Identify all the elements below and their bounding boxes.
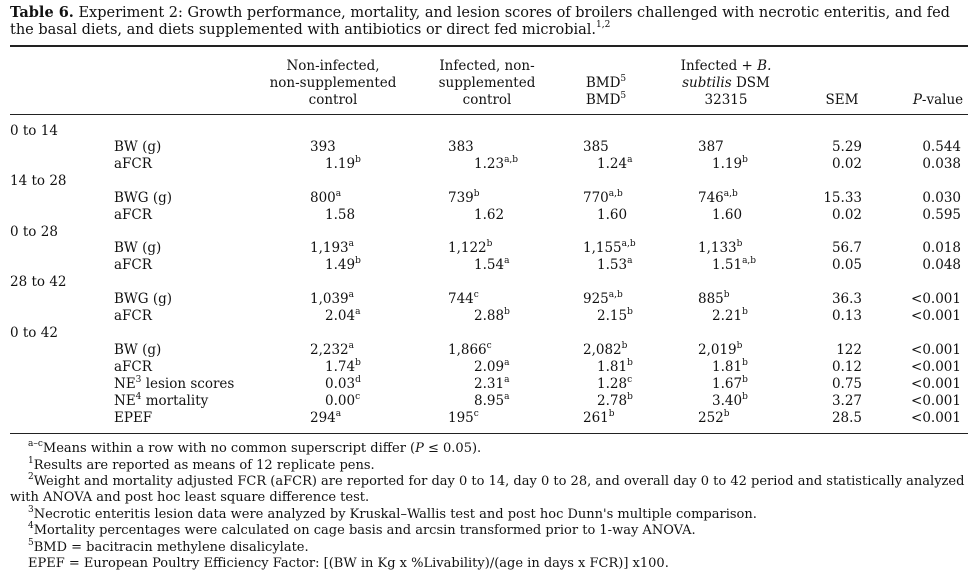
sem-cell: 3.27 — [831, 393, 862, 409]
table-cell: 1.54$^a$ — [474, 255, 510, 273]
p-value-cell: <0.001 — [911, 376, 961, 392]
footnote: $^5$BMD = bacitracin methylene disalicylate. — [28, 537, 309, 555]
table-cell: 387 — [698, 139, 724, 155]
period-label: 0 to 28 — [10, 224, 58, 240]
footnote: $^{a-c}$Means within a row with no common superscript differ (P ≤ 0.05). — [28, 438, 482, 456]
p-value-cell: <0.001 — [911, 359, 961, 375]
row-label: EPEF — [114, 410, 153, 426]
sem-cell: 0.05 — [831, 257, 862, 273]
table-cell: 746$^{a,b}$ — [698, 188, 738, 206]
row-label: aFCR — [114, 308, 152, 324]
table-cell: 252$^b$ — [698, 408, 730, 426]
row-label: $NE^4$ mortality — [114, 391, 209, 409]
caption-footnote-ref: 1,2 — [596, 20, 611, 31]
table-cell: 1.74$^b$ — [325, 357, 361, 375]
p-value-cell: 0.048 — [922, 257, 961, 273]
table-cell: 1.23$^{a,b}$ — [474, 154, 519, 172]
row-label: $NE^3$ lesion scores — [114, 374, 235, 392]
table-cell: 1,155$^{a,b}$ — [583, 238, 636, 256]
table-cell: 1,122$^b$ — [448, 238, 493, 256]
table-cell: 925$^{a,b}$ — [583, 289, 623, 307]
row-label: aFCR — [114, 359, 152, 375]
table-cell: 2.09$^a$ — [474, 357, 510, 375]
table-cell: 2.15$^b$ — [597, 306, 633, 324]
table-cell: 1.28$^c$ — [597, 374, 633, 392]
column-header-line: control — [462, 92, 512, 108]
table-cell: 1.60 — [712, 207, 743, 223]
sem-cell: 56.7 — [831, 240, 862, 256]
table-cell: 800$^a$ — [310, 188, 342, 206]
p-value-cell: <0.001 — [911, 308, 961, 324]
table-cell: 2,019$^b$ — [698, 340, 743, 358]
sem-cell: 0.12 — [831, 359, 862, 375]
column-header-line: non-supplemented — [269, 75, 397, 91]
footnote: $^1$Results are reported as means of 12 replicate pens. — [28, 455, 375, 473]
table-cell: 1.60 — [597, 207, 628, 223]
table-cell: 385 — [583, 139, 609, 155]
footnote: EPEF = European Poultry Efficiency Factor: [(BW in Kg x %Livability)/(age in days x FCR)] x100. — [28, 556, 669, 571]
p-value-cell: 0.030 — [922, 190, 961, 206]
table-cell: 2.21$^b$ — [712, 306, 748, 324]
row-label: aFCR — [114, 207, 152, 223]
table-cell: 0.03$^d$ — [325, 374, 361, 392]
sem-cell: 0.13 — [831, 308, 862, 324]
column-header-line: control — [308, 92, 358, 108]
sem-cell: 15.33 — [823, 190, 862, 206]
table-cell: 2.88$^b$ — [474, 306, 510, 324]
column-header-line: SEM — [825, 92, 859, 108]
table-cell: 770$^{a,b}$ — [583, 188, 623, 206]
column-header-line: BMD$^5$ — [585, 90, 627, 108]
table-cell: 3.40$^b$ — [712, 391, 748, 409]
p-value-cell: <0.001 — [911, 393, 961, 409]
row-label: BWG (g) — [114, 291, 173, 307]
table-cell: 1,039$^a$ — [310, 289, 355, 307]
column-header-line: Infected + B. — [680, 58, 772, 74]
column-header-line: BMD$^5$ — [585, 73, 627, 91]
footnote: $^2$Weight and mortality adjusted FCR (aFCR) are reported for day 0 to 14, day 0 to 28, and overall day 0 to 42 period and statistically analyzed with ANOVA and post hoc least square difference test. — [10, 471, 965, 505]
table-cell: 1.19$^b$ — [712, 154, 748, 172]
column-header-line: 32315 — [704, 92, 748, 108]
header-rule — [10, 114, 968, 115]
column-header-line: supplemented — [438, 75, 536, 91]
table-cell: 1.81$^b$ — [712, 357, 748, 375]
p-value-cell: 0.544 — [922, 139, 961, 155]
table-cell: 393 — [310, 139, 336, 155]
footnote: $^4$Mortality percentages were calculated on cage basis and arcsin transformed prior to 1-way ANOVA. — [28, 520, 696, 538]
column-header-line: Infected, non- — [439, 58, 535, 74]
sem-cell: 28.5 — [831, 410, 862, 426]
column-header-line: subtilis DSM — [682, 75, 770, 91]
period-label: 0 to 42 — [10, 325, 58, 341]
table-cell: 1.24$^a$ — [597, 154, 633, 172]
table-cell: 261$^b$ — [583, 408, 615, 426]
period-label: 14 to 28 — [10, 173, 67, 189]
table-cell: 744$^c$ — [448, 289, 479, 307]
p-value-cell: <0.001 — [911, 342, 961, 358]
row-label: BW (g) — [114, 139, 162, 155]
table-cell: 294$^a$ — [310, 408, 342, 426]
table-title: Experiment 2: Growth performance, mortality, and lesion scores of broilers challenged with necrotic enteritis, and fed the basal diets, and diets supplemented with antibiotics or direct fed microbial. — [10, 5, 950, 38]
period-label: 0 to 14 — [10, 123, 58, 139]
table-cell: 0.00$^c$ — [325, 391, 361, 409]
p-value-cell: <0.001 — [911, 410, 961, 426]
table-cell: 2.31$^a$ — [474, 374, 510, 392]
table-cell: 1.67$^b$ — [712, 374, 748, 392]
sem-cell: 122 — [836, 342, 862, 358]
table-label: Table 6. — [10, 4, 74, 21]
table-cell: 1.19$^b$ — [325, 154, 361, 172]
table-cell: 8.95$^a$ — [474, 391, 510, 409]
sem-cell: 36.3 — [831, 291, 862, 307]
sem-cell: 0.75 — [831, 376, 862, 392]
table-cell: 1,193$^a$ — [310, 238, 355, 256]
sem-cell: 5.29 — [831, 139, 862, 155]
p-value-cell: 0.595 — [922, 207, 961, 223]
table-cell: 1,866$^c$ — [448, 340, 492, 358]
table-cell: 885$^b$ — [698, 289, 730, 307]
sem-cell: 0.02 — [831, 156, 862, 172]
row-label: BW (g) — [114, 240, 162, 256]
p-value-cell: 0.018 — [922, 240, 961, 256]
row-label: aFCR — [114, 257, 152, 273]
footnote: $^3$Necrotic enteritis lesion data were analyzed by Kruskal–Wallis test and post hoc Dunn's multiple comparison. — [28, 504, 757, 522]
top-rule — [10, 45, 968, 47]
table-cell: 739$^b$ — [448, 188, 480, 206]
table-cell: 1.49$^b$ — [325, 255, 361, 273]
p-value-cell: 0.038 — [922, 156, 961, 172]
table-cell: 383 — [448, 139, 474, 155]
table-cell: 1.51$^{a,b}$ — [712, 255, 757, 273]
column-header-line: Non-infected, — [286, 58, 380, 74]
p-value-cell: <0.001 — [911, 291, 961, 307]
table-cell: 2,082$^b$ — [583, 340, 628, 358]
row-label: BW (g) — [114, 342, 162, 358]
column-header-line: P-value — [912, 92, 964, 108]
table-cell: 2,232$^a$ — [310, 340, 355, 358]
table-cell: 1.53$^a$ — [597, 255, 633, 273]
table-cell: 1,133$^b$ — [698, 238, 743, 256]
table-cell: 2.78$^b$ — [597, 391, 633, 409]
bottom-rule — [10, 433, 968, 434]
row-label: BWG (g) — [114, 190, 173, 206]
table-cell: 1.58 — [325, 207, 356, 223]
table-cell: 2.04$^a$ — [325, 306, 361, 324]
row-label: aFCR — [114, 156, 152, 172]
table-cell: 195$^c$ — [448, 408, 479, 426]
sem-cell: 0.02 — [831, 207, 862, 223]
table-cell: 1.81$^b$ — [597, 357, 633, 375]
table-caption — [10, 4, 965, 39]
table-cell: 1.62 — [474, 207, 505, 223]
period-label: 28 to 42 — [10, 274, 67, 290]
